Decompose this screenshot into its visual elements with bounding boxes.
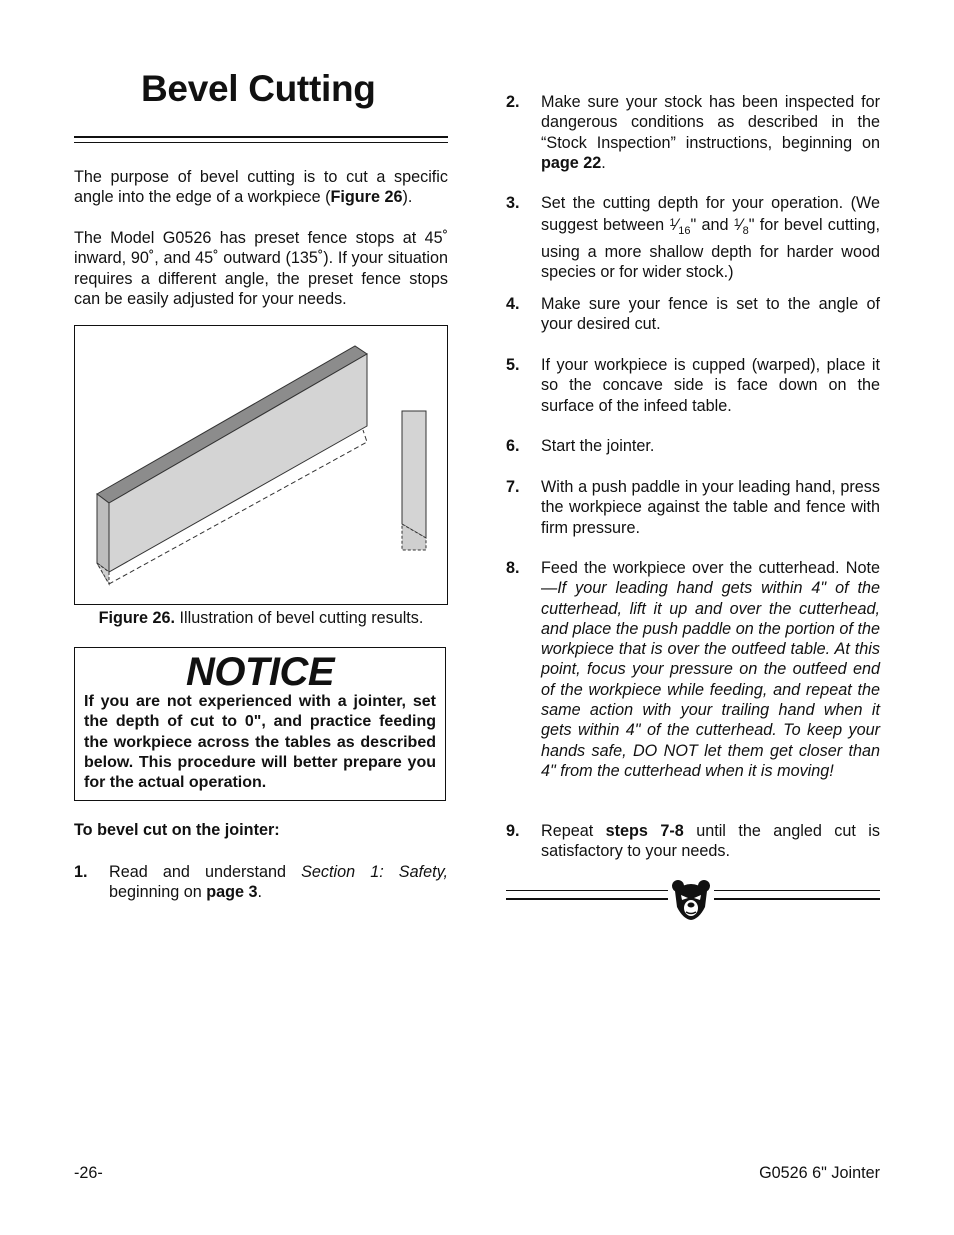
notice-box (74, 647, 446, 801)
intro-paragraph-1: The purpose of bevel cutting is to cut a specific angle into the edge of a workpiece (Figure 26). (74, 168, 448, 207)
figure-caption: Figure 26. Illustration of bevel cutting results. (98, 609, 424, 627)
end-rule-left (506, 890, 668, 900)
step-1: 1. Read and understand Section 1: Safety, beginning on page 3. (74, 863, 448, 902)
procedure-heading: To bevel cut on the jointer: (74, 821, 280, 839)
page-title: Bevel Cutting (141, 68, 376, 109)
step-6: 6. Start the jointer. (506, 437, 655, 455)
notice-text: If you are not experienced with a jointer, set the depth of cut to 0", and practice feeding the workpiece across the tables as described below. This procedure will better prepare you for the actual operation. (84, 693, 436, 792)
step-7: 7. With a push paddle in your leading hand, press the workpiece against the table and fence with firm pressure. (506, 478, 880, 537)
page-number: -26- (74, 1164, 103, 1182)
board-end-face (97, 494, 109, 572)
board-profile (402, 411, 426, 538)
step-8: 8. Feed the workpiece over the cutterhead. Note—If your leading hand gets within 4" of the cutterhead, lift it up and over the cutterhead, and place the push paddle on the portion of the workpiece that is over the outfeed table. At this point, focus your pressure on the outfeed end of the workpiece while feeding, and repeat the same action with your trailing hand when it gets within 4" of the cutterhead. To keep your hands safe, DO NOT let them get closer than 4" from the cutterhead when it is moving! (506, 559, 880, 780)
figure-26 (74, 325, 448, 605)
step-4: 4. Make sure your fence is set to the angle of your desired cut. (506, 295, 880, 334)
notice-title: NOTICE (185, 650, 335, 694)
step-9: 9. Repeat steps 7-8 until the angled cut is satisfactory to your needs. (506, 822, 880, 861)
step-2: 2. Make sure your stock has been inspected for dangerous conditions as described in the “Stock Inspection” instructions, beginning on page 22. (506, 93, 880, 172)
step-5: 5. If your workpiece is cupped (warped), place it so the concave side is face down on the surface of the infeed table. (506, 356, 880, 415)
title-rule (74, 136, 448, 143)
end-rule-right (714, 890, 880, 900)
intro-paragraph-2: The Model G0526 has preset fence stops at 45˚ inward, 90˚, and 45˚ outward (135˚). If your situation requires a different angle, the preset fence stops can be easily adjusted for your needs. (74, 229, 448, 308)
step-3: 3. Set the cutting depth for your operation. (We suggest between $^1⁄_{16}$" and $^1⁄_8$" for bevel cutting, using a more shallow depth for harder wood species or for wider stock.) (506, 194, 880, 282)
footer-model: G0526 6" Jointer (759, 1164, 880, 1182)
bevel-illustration (75, 326, 447, 604)
grizzly-bear-logo-icon (671, 879, 711, 921)
